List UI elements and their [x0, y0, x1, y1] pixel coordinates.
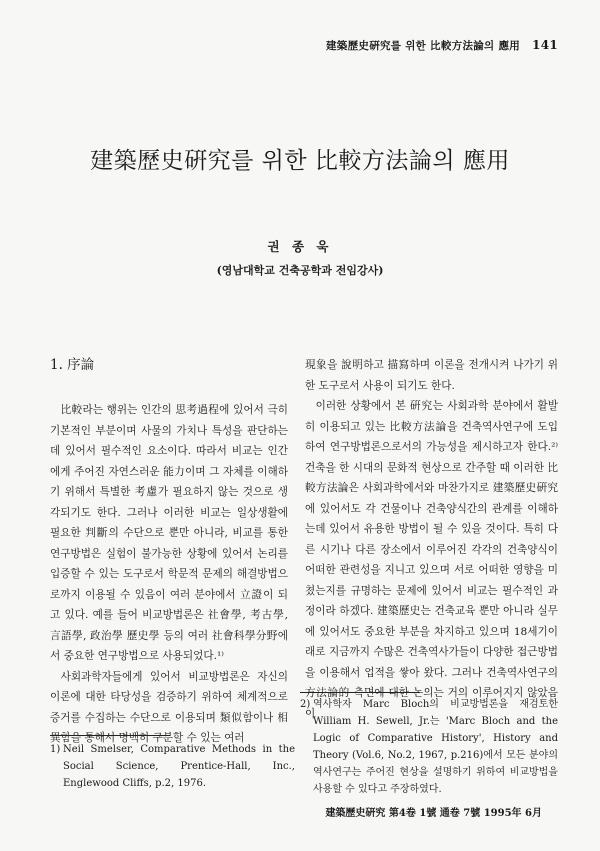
paragraph: 사회과학자들에게 있어서 비교방법론은 자신의 이론에 대한 타당성을 검증하기 위하여 체계적으로 증거를 수집하는 수단으로 이용되며 類似함이나 相異함을 통해서 명백히 구분할 수 있는 여러 [50, 670, 288, 744]
paragraph: 比較라는 행위는 인간의 思考過程에 있어서 극히 기본적인 부분이며 사물의 가치나 특성을 판단하는데 있어서 필수적인 요소이다. 따라서 비교는 인간에게 주어진 자연스러운 能力이며 그 자체를 이해하기 위해서 특별한 考慮가 필요하지 않는 것으로 생각되기도 한다. 그러나 이러한 비교는 일상생활에 필요한 判斷의 수단으로 뿐만 아니라, 비교를 통한 연구방법은 실험이 불가능한 상황에 있어서 논리를 입증할 수 있는 도구로서 학문적 문제의 해결방법으로까지 이용될 수 있음이 여러 분야에서 立證이 되고 있다. 예를 들어 비교방법론은 社會學, 考古學, 言語學, 政治學 歷史學 등의 여러 社會科學分野에서 중요한 연구방법으로 사용되었다.¹⁾ [50, 404, 288, 662]
footnote-text: Neil Smelser, Comparative Methods in the Social Science, Prentice-Hall, Inc., Englewood Cliffs, p.2, 1976. [63, 744, 295, 789]
page-number: 141 [532, 38, 558, 52]
paragraph: 現象을 說明하고 描寫하며 이론을 전개시켜 나가기 위한 도구로서 사용이 되기도 한다. [305, 359, 558, 392]
footnote-number: 1) [50, 744, 61, 755]
footnote-1 [50, 741, 295, 792]
footnote-divider [50, 735, 170, 736]
paragraph: 이러한 상황에서 본 硏究는 사회과학 분야에서 활발히 이용되고 있는 比較方法論을 건축역사연구에 도입하여 연구방법론으로서의 가능성을 제시하고자 한다.²⁾ 건축을 한 시대의 문화적 현상으로 간주할 때 이러한 比較方法論은 사회과학에서와 마찬가지로 建築歷史硏究에 있어서도 각 건물이나 건축양식간의 관계를 이해하는데 있어서 유용한 방법이 될 수 있을 것이다. 특히 다른 시기나 다른 장소에서 이루어진 각각의 건축양식이 어떠한 관련성을 지니고 있으며 서로 어떠한 영향을 미쳤는지를 규명하는 문제에 있어서 비교는 필수적인 과정이라 하겠다. 建築歷史는 건축교육 뿐만 아니라 실무에 있어서도 중요한 부분을 차지하고 있으며 18세기이래로 지금까지 수많은 건축역사가들이 다양한 접근방법을 이용해서 업적을 쌓아 왔다. 그러나 건축역사연구의 方法論的 측면에 대한 논의는 거의 이루어지지 않았음이 [305, 400, 558, 720]
footnote-text: 역사학자 Marc Bloch의 비교방법론을 재검토한 William H. Sewell, Jr.는 'Marc Bloch and the Logic of Comparative History', History and Theory (Vol.6, No.2, 1967, p.216)에서 모든 분야의 역사연구는 주어진 현상을 설명하기 위하여 비교방법을 사용할 수 있다고 주장하였다. [313, 699, 558, 795]
footnote-divider [300, 692, 420, 693]
section-heading: 1. 序論 [50, 357, 95, 373]
footnote-2 [300, 696, 558, 798]
paper-title: 建築歷史硏究를 위한 比較方法論의 應用 [90, 148, 510, 174]
author-name: 권 종 욱 [267, 239, 333, 254]
running-head [326, 38, 558, 53]
journal-footer: 建築歷史硏究 第4卷 1號 通卷 7號 1995年 6月 [325, 808, 542, 819]
author-affiliation: (영남대학교 건축공학과 전임강사) [216, 264, 384, 277]
footnote-number: 2) [300, 699, 311, 710]
left-column [50, 400, 288, 749]
right-column [305, 355, 558, 724]
running-head-title: 建築歷史硏究를 위한 比較方法論의 應用 [326, 40, 521, 52]
